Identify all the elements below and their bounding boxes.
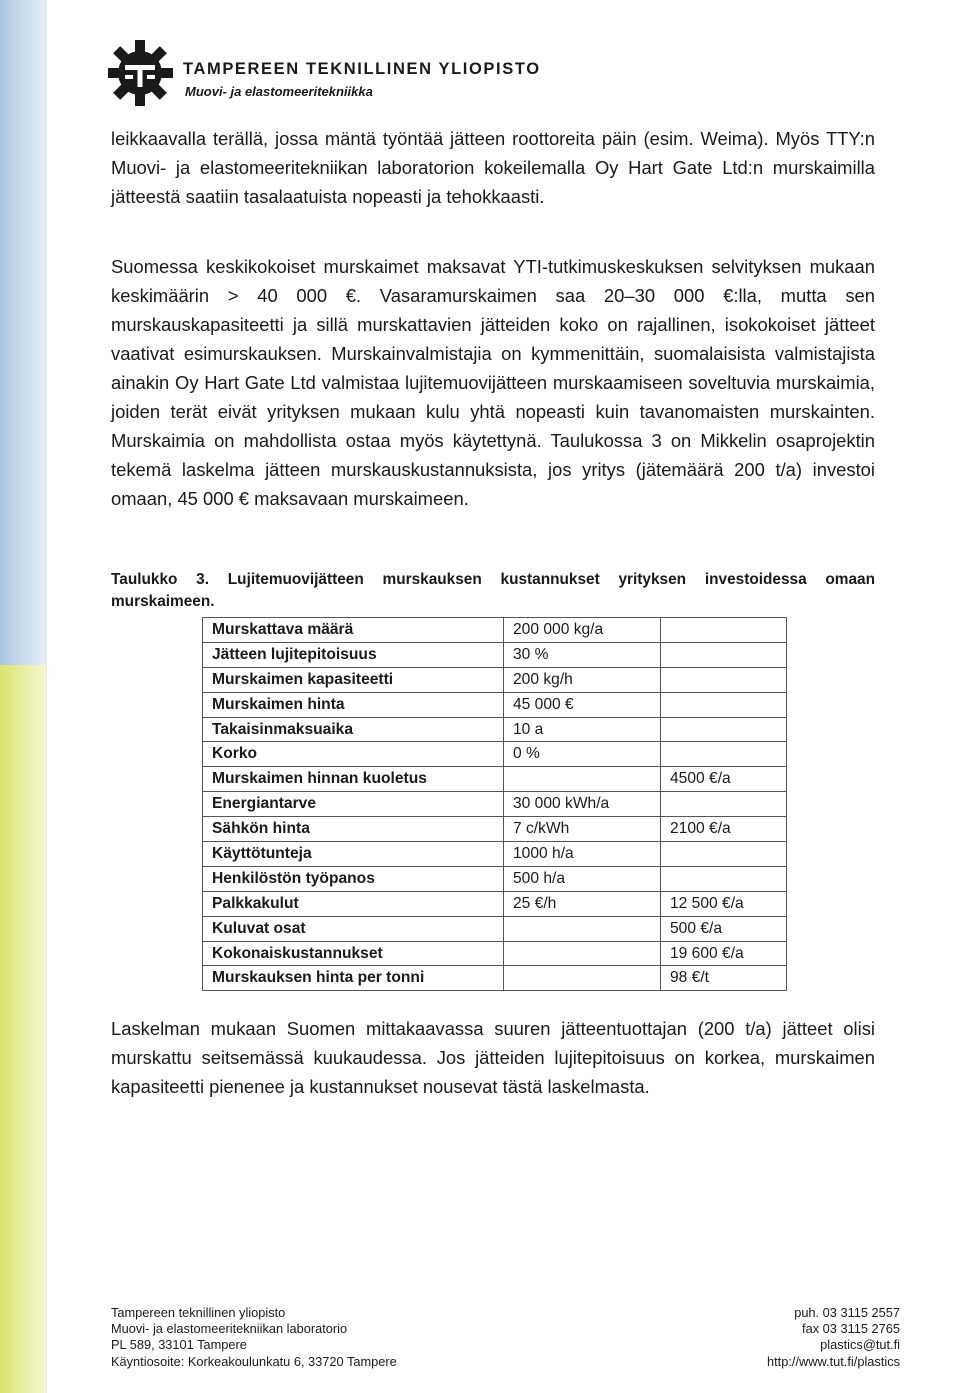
table-row — [203, 966, 787, 991]
row-label: Murskattava määrä — [203, 618, 504, 643]
row-value — [504, 916, 661, 941]
row-cost: 500 €/a — [661, 916, 787, 941]
footer-contact — [700, 1305, 900, 1370]
footer-visiting-address: Käyntiosoite: Korkeakoulunkatu 6, 33720 Tampere — [111, 1353, 397, 1369]
row-label: Energiantarve — [203, 792, 504, 817]
department-name: Muovi- ja elastomeeritekniikka — [185, 84, 373, 99]
row-cost — [661, 642, 787, 667]
footer-address — [111, 1305, 397, 1370]
row-value: 10 a — [504, 717, 661, 742]
footer-laboratory: Muovi- ja elastomeeritekniikan laboratorio — [111, 1321, 348, 1337]
row-value: 200 kg/h — [504, 667, 661, 692]
row-value — [504, 767, 661, 792]
row-value: 200 000 kg/a — [504, 618, 661, 643]
row-value — [504, 966, 661, 991]
row-cost: 12 500 €/a — [661, 891, 787, 916]
cost-table — [202, 617, 787, 991]
row-value: 25 €/h — [504, 891, 661, 916]
row-cost: 2100 €/a — [661, 817, 787, 842]
table-row — [203, 692, 787, 717]
side-stripe-yellow — [0, 665, 46, 1393]
row-label: Henkilöstön työpanos — [203, 866, 504, 891]
row-value: 45 000 € — [504, 692, 661, 717]
row-label: Murskauksen hinta per tonni — [203, 966, 504, 991]
university-name: TAMPEREEN TEKNILLINEN YLIOPISTO — [183, 60, 541, 78]
table-row — [203, 891, 787, 916]
row-label: Kuluvat osat — [203, 916, 504, 941]
footer-phone: puh. 03 3115 2557 — [794, 1305, 900, 1320]
table-row — [203, 642, 787, 667]
row-value: 7 c/kWh — [504, 817, 661, 842]
row-cost — [661, 742, 787, 767]
row-label: Murskaimen hinta — [203, 692, 504, 717]
row-value: 1000 h/a — [504, 842, 661, 867]
table-row — [203, 767, 787, 792]
footer-fax: fax 03 3115 2765 — [802, 1321, 900, 1337]
table-row — [203, 916, 787, 941]
row-label: Kokonaiskustannukset — [203, 941, 504, 966]
row-label: Jätteen lujitepitoisuus — [203, 642, 504, 667]
table-row — [203, 941, 787, 966]
side-stripe-blue — [0, 0, 46, 665]
row-label: Palkkakulut — [203, 891, 504, 916]
row-cost — [661, 667, 787, 692]
row-value: 30 % — [504, 642, 661, 667]
row-cost — [661, 618, 787, 643]
row-value — [504, 941, 661, 966]
row-cost: 4500 €/a — [661, 767, 787, 792]
footer-website-link[interactable]: http://www.tut.fi/plastics — [767, 1353, 900, 1369]
row-cost: 98 €/t — [661, 966, 787, 991]
row-label: Murskaimen kapasiteetti — [203, 667, 504, 692]
row-cost — [661, 692, 787, 717]
footer-postal-address: PL 589, 33101 Tampere — [111, 1337, 247, 1353]
paragraph-2: Suomessa keskikokoiset murskaimet maksavat YTI-tutkimuskeskuksen selvityksen mukaan keskimäärin > 40 000 €. Vasaramurskaimen saa 20–30 000 €:lla, mutta sen murskauskapasiteetti ja sillä murskattavien jätteiden koko on rajallinen, isokokoiset jätteet vaativat esimurskauksen. Murskainvalmistajia on kymmenittäin, suomalaisista valmistajista ainakin Oy Hart Gate Ltd valmistaa lujitemuovijätteen murskaamiseen soveltuvia murskaimia, joiden terät eivät yrityksen mukaan kulu yhtä nopeasti kuin tavanomaisten murskainten. Murskaimia on mahdollista ostaa myös käytettynä. Taulukossa 3 on Mikkelin osaprojektin tekemä laskelma jätteen murskauskustannuksista, jos yritys (jätemäärä 200 t/a) investoi omaan, 45 000 € maksavaan murskaimeen. — [111, 256, 875, 509]
page-edge — [46, 0, 47, 1393]
table-row — [203, 792, 787, 817]
table-row — [203, 842, 787, 867]
footer-university: Tampereen teknillinen yliopisto — [111, 1305, 286, 1320]
row-value: 500 h/a — [504, 866, 661, 891]
table-row — [203, 866, 787, 891]
table-row — [203, 618, 787, 643]
table-caption: Taulukko 3. Lujitemuovijätteen murskauksen kustannukset yrityksen investoidessa omaan murskaimeen. — [111, 571, 875, 610]
row-label: Murskaimen hinnan kuoletus — [203, 767, 504, 792]
table-row — [203, 717, 787, 742]
paragraph-3: Laskelman mukaan Suomen mittakaavassa suuren jätteentuottajan (200 t/a) jätteet olisi murskattu seitsemässä kuukaudessa. Jos jätteiden lujitepitoisuus on korkea, murskaimen kapasiteetti pienenee ja kustannukset nousevat tästä laskelmasta. — [111, 1018, 875, 1097]
row-label: Sähkön hinta — [203, 817, 504, 842]
footer-email-link[interactable]: plastics@tut.fi — [820, 1337, 900, 1353]
row-cost — [661, 792, 787, 817]
row-label: Takaisinmaksuaika — [203, 717, 504, 742]
row-value: 30 000 kWh/a — [504, 792, 661, 817]
table-row — [203, 817, 787, 842]
row-cost: 19 600 €/a — [661, 941, 787, 966]
table-row — [203, 742, 787, 767]
row-cost — [661, 842, 787, 867]
row-cost — [661, 717, 787, 742]
paragraph-1: leikkaavalla terällä, jossa mäntä työntää jätteen roottoreita päin (esim. Weima). Myös TTY:n Muovi- ja elastomeeritekniikan laboratorion kokeilemalla Oy Hart Gate Ltd:n murskaimilla jätteestä saatiin tasalaatuista nopeasti ja tehokkaasti. — [111, 128, 875, 207]
row-value: 0 % — [504, 742, 661, 767]
table-row — [203, 667, 787, 692]
row-label: Korko — [203, 742, 504, 767]
row-label: Käyttötunteja — [203, 842, 504, 867]
row-cost — [661, 866, 787, 891]
